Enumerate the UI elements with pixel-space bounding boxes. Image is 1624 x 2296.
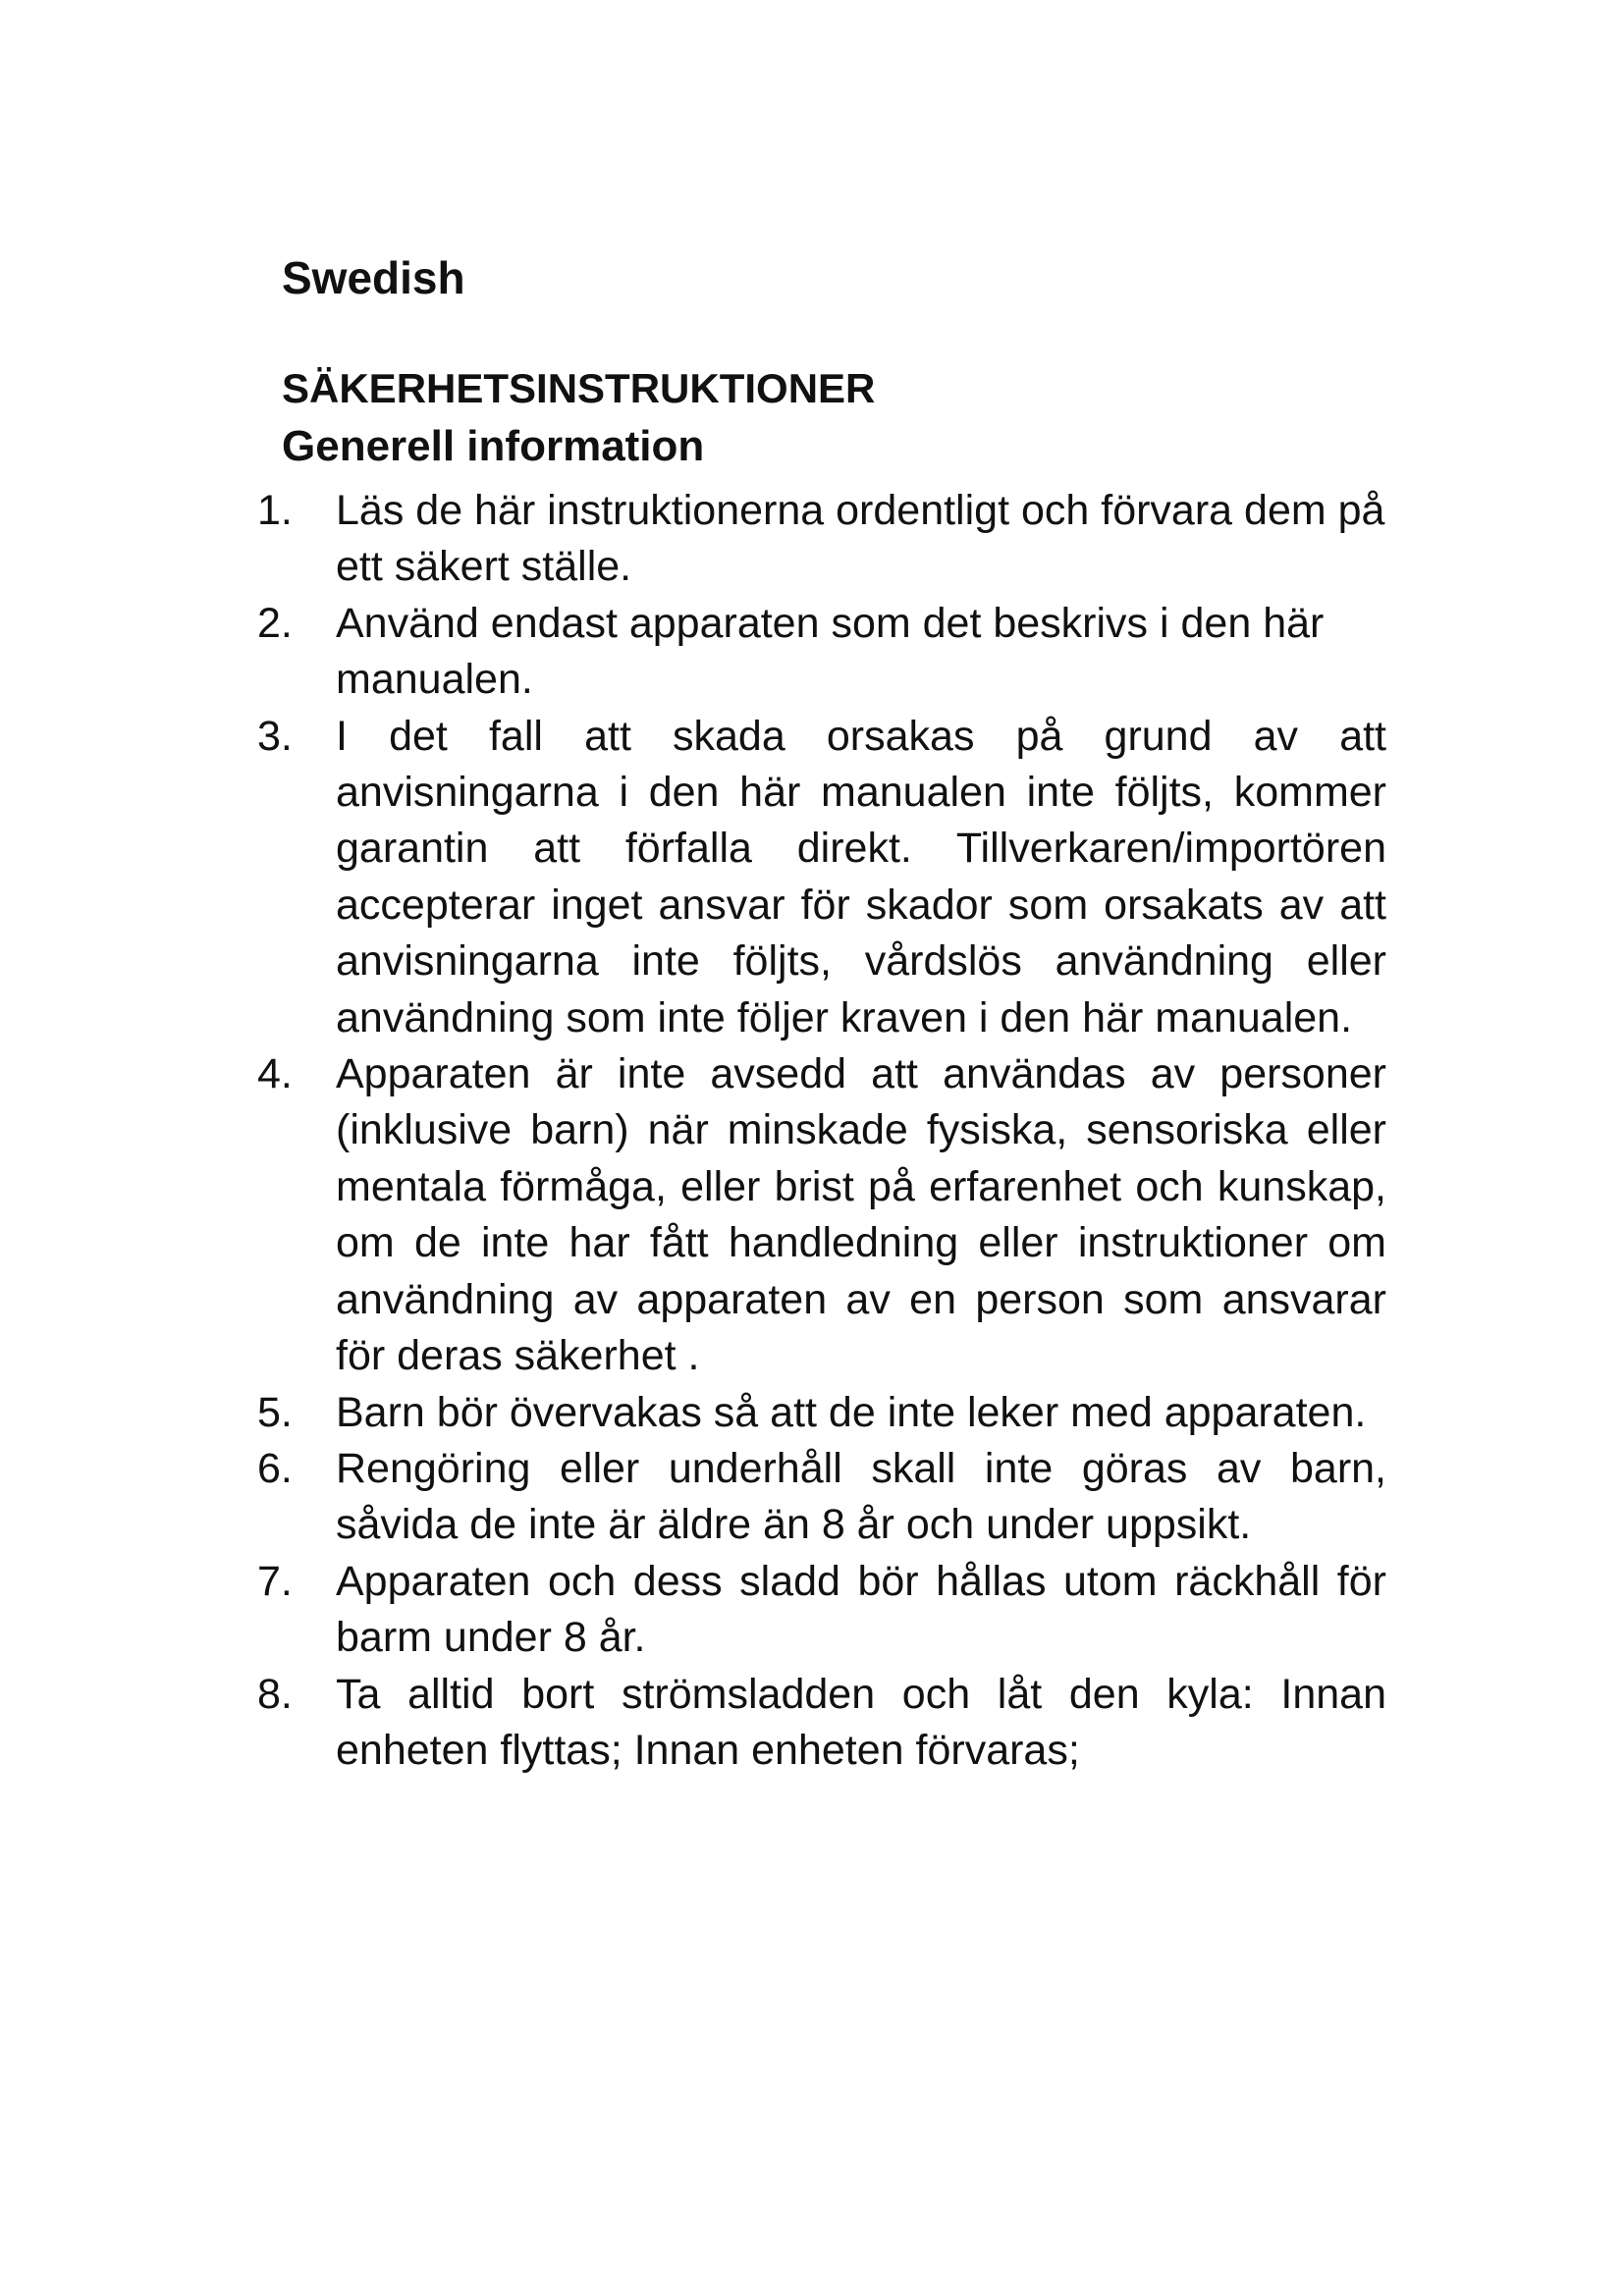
list-item xyxy=(257,1441,1386,1554)
item-number: 2. xyxy=(257,599,293,647)
item-text: Läs de här instruktionerna ordentligt och förvara dem på ett säkert ställe. xyxy=(336,487,1385,591)
list-item xyxy=(257,483,1386,596)
language-heading: Swedish xyxy=(282,252,465,303)
item-text: Använd endast apparaten som det beskrivs i den här manualen. xyxy=(336,599,1325,704)
list-item xyxy=(257,596,1386,709)
item-text: Apparaten och dess sladd bör hållas utom räckhåll för barm under 8 år. xyxy=(336,1557,1386,1662)
item-number: 6. xyxy=(257,1444,293,1492)
item-number: 4. xyxy=(257,1050,293,1098)
list-item xyxy=(257,1046,1386,1384)
item-text: Ta alltid bort strömsladden och låt den kyla: Innan enheten flyttas; Innan enheten förvaras; xyxy=(336,1670,1386,1774)
list-item xyxy=(257,709,1386,1046)
instruction-list xyxy=(257,483,1386,1779)
list-item xyxy=(257,1554,1386,1667)
item-text: I det fall att skada orsakas på grund av att anvisningarna i den här manualen inte följts, kommer garantin att förfalla direkt. Tillverkaren/importören accepterar inget ansvar för skador som orsakats av att anvisningarna inte följts, vårdslös användning eller användning som inte följer kraven i den här manualen. xyxy=(336,712,1386,1041)
list-item xyxy=(257,1667,1386,1780)
item-number: 8. xyxy=(257,1670,293,1718)
item-number: 5. xyxy=(257,1388,293,1436)
item-text: Rengöring eller underhåll skall inte göras av barn, såvida de inte är äldre än 8 år och under uppsikt. xyxy=(336,1444,1386,1549)
list-item xyxy=(257,1385,1386,1441)
safety-instructions-title: SÄKERHETSINSTRUKTIONER xyxy=(282,365,876,411)
item-text: Barn bör övervakas så att de inte leker med apparaten. xyxy=(336,1388,1367,1436)
item-number: 3. xyxy=(257,712,293,760)
item-number: 7. xyxy=(257,1557,293,1605)
item-number: 1. xyxy=(257,487,293,534)
item-text: Apparaten är inte avsedd att användas av personer (inklusive barn) när minskade fysiska, sensoriska eller mentala förmåga, eller brist på erfarenhet och kunskap, om de inte har fått handledning eller instruktioner om användning av apparaten av en person som ansvarar för deras säkerhet . xyxy=(336,1050,1386,1380)
general-information-subtitle: Generell information xyxy=(282,422,705,470)
